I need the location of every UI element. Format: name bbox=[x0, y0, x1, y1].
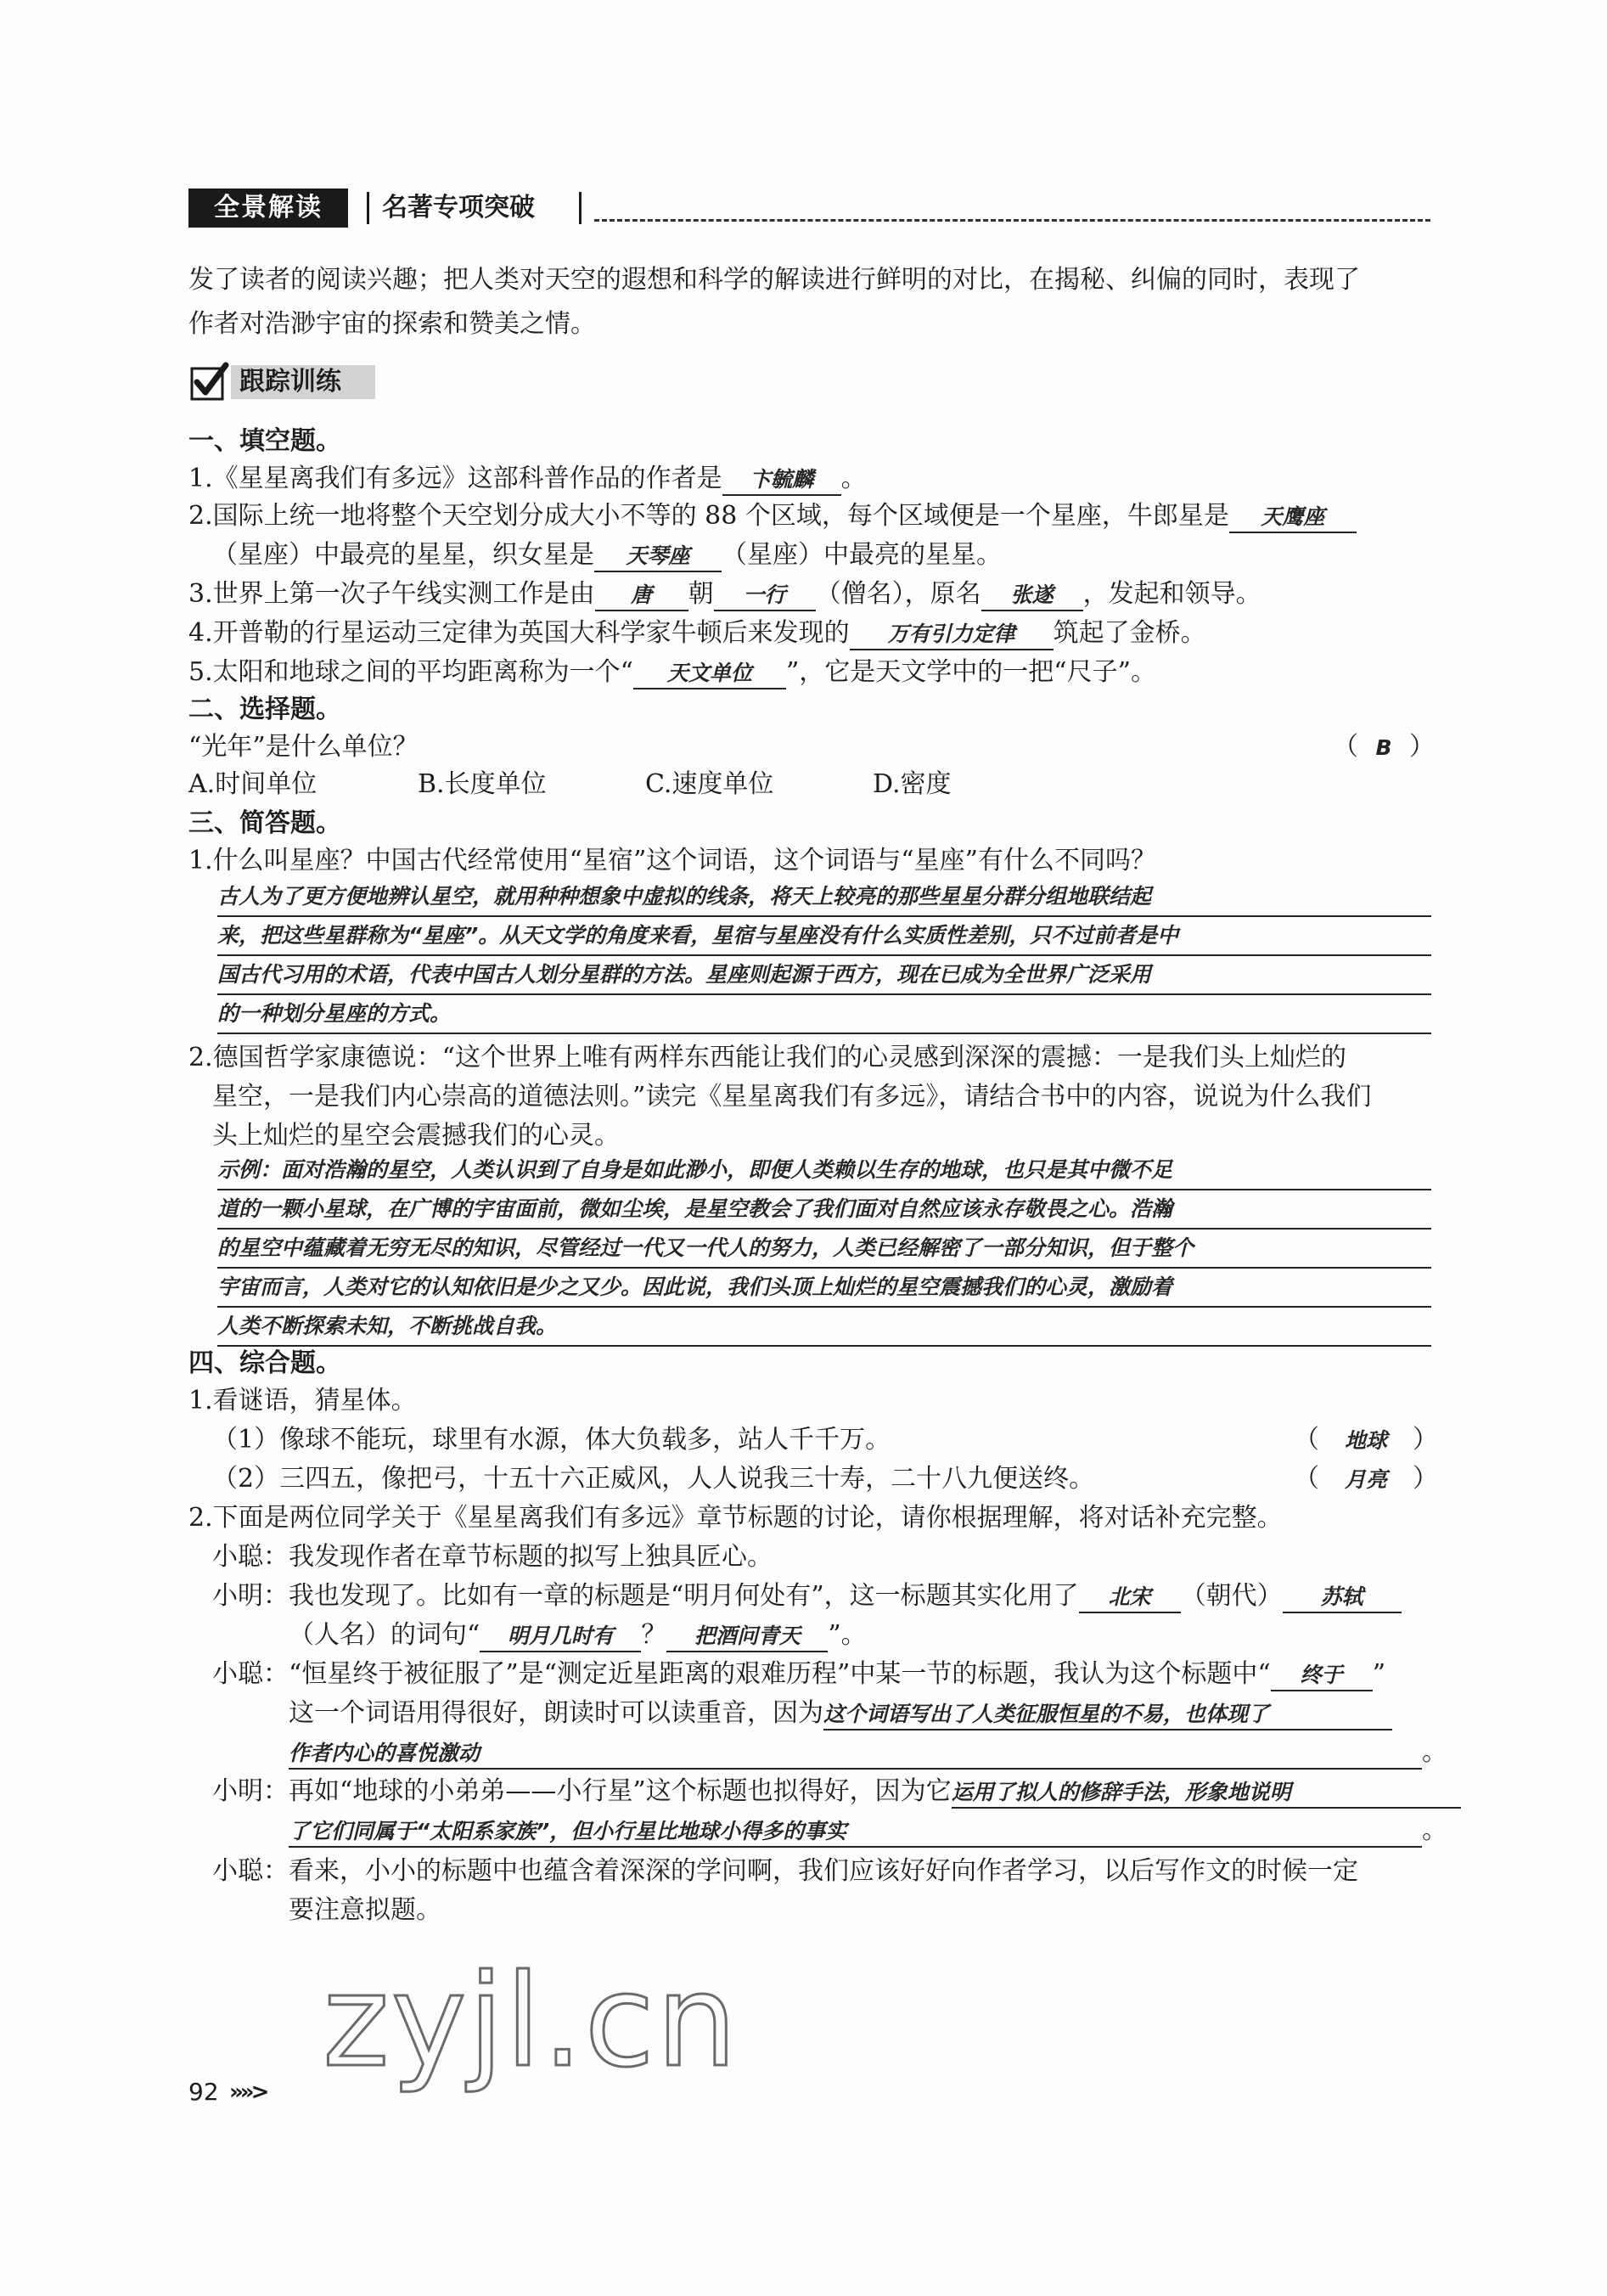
fill-q1 bbox=[188, 462, 867, 496]
short-section-title: 三、简答题。 bbox=[188, 808, 341, 838]
bracket-right: ） bbox=[1413, 1464, 1438, 1494]
watermark: zyjl.cn bbox=[323, 1948, 739, 2096]
choice-option: A.时间单位 bbox=[188, 769, 317, 799]
dialog-text: 小明：再如“地球的小弟弟——小行星”这个标题也拟得好，因为它 bbox=[212, 1776, 952, 1806]
bracket-right: ） bbox=[1413, 1425, 1438, 1455]
header-dashed-rule bbox=[594, 219, 1430, 222]
answer-line: 宇宙而言，人类对它的认知依旧是少之又少。因此说，我们头顶上灿烂的星空震撼我们的心灵，激励着 bbox=[217, 1269, 1431, 1308]
short-q1: 1.什么叫星座？中国古代经常使用“星宿”这个词语，这个词语与“星座”有什么不同吗？ bbox=[188, 846, 1156, 875]
short-q2-line: 2.德国哲学家康德说：“这个世界上唯有两样东西能让我们的心灵感到深深的震撼：一是我们头上灿烂的 bbox=[188, 1043, 1346, 1072]
dialog-text: ”。 bbox=[828, 1620, 867, 1650]
arrows-icon: »»> bbox=[229, 2079, 267, 2105]
dialog-answer: 苏轼 bbox=[1283, 1583, 1402, 1613]
dialog-answer: 运用了拟人的修辞手法，形象地说明 bbox=[952, 1778, 1461, 1809]
q2-text: 2.国际上统一地将整个天空划分成大小不等的 88 个区域，每个区域便是一个星座，牛郎星是 bbox=[188, 501, 1229, 531]
answer-line: 的一种划分星座的方式。 bbox=[217, 995, 1431, 1034]
dialog-line bbox=[212, 1657, 1385, 1691]
dialog-text: 小聪：“恒星终于被征服了”是“测定近星距离的艰难历程”中某一节的标题，我认为这个标题中“ bbox=[212, 1659, 1271, 1689]
comp-q2: 2.下面是两位同学关于《星星离我们有多远》章节标题的讨论，请你根据理解，将对话补充完整。 bbox=[188, 1503, 1283, 1533]
q2-text-end: （星座）中最亮的星星。 bbox=[722, 540, 1002, 570]
choice-option: C.速度单位 bbox=[645, 769, 774, 799]
choice-option: D.密度 bbox=[873, 769, 952, 799]
q3-text-mid2: （僧名），原名 bbox=[815, 579, 981, 609]
header-subtitle: 名著专项突破 bbox=[382, 193, 535, 222]
riddle-1: （1）像球不能玩，球里有水源，体大负载多，站人千千万。 bbox=[212, 1425, 891, 1455]
riddle-2-answer bbox=[1294, 1462, 1438, 1497]
q1-end: 。 bbox=[840, 464, 867, 493]
dialog-line bbox=[289, 1736, 1447, 1770]
q1-answer: 卞毓麟 bbox=[722, 465, 841, 496]
dialog-line bbox=[289, 1618, 867, 1652]
bracket-left: （ bbox=[1294, 1425, 1319, 1455]
page-number: 92 bbox=[188, 2078, 219, 2106]
header-badge-text: 全景解读 bbox=[214, 193, 323, 222]
dialog-text: 小明：我也发现了。比如有一章的标题是“明月何处有”，这一标题其实化用了 bbox=[212, 1581, 1079, 1611]
bracket-left: （ bbox=[1333, 732, 1358, 762]
q3-text-mid1: 朝 bbox=[688, 579, 714, 609]
riddle-answer: 地球 bbox=[1344, 1428, 1387, 1453]
q4-answer: 万有引力定律 bbox=[850, 620, 1054, 650]
dialog-line bbox=[212, 1579, 1402, 1613]
dialog-line: 小聪：我发现作者在章节标题的拟写上独具匠心。 bbox=[212, 1542, 773, 1572]
dialog-text: ” bbox=[1372, 1659, 1386, 1689]
dialog-answer: 北宋 bbox=[1079, 1583, 1181, 1613]
answer-line: 的星空中蕴藏着无穷无尽的知识，尽管经过一代又一代人的努力，人类已经解密了一部分知识，但于整个 bbox=[217, 1230, 1431, 1269]
riddle-2: （2）三四五，像把弓，十五十六正威风，人人说我三十寿，二十八九便送终。 bbox=[212, 1464, 1095, 1494]
dialog-text: 这一个词语用得很好，朗读时可以读重音，因为 bbox=[289, 1698, 823, 1728]
q5-text-end: ”，它是天文学中的一把“尺子”。 bbox=[785, 657, 1156, 687]
choice-section-title: 二、选择题。 bbox=[188, 695, 341, 724]
checkmark-icon bbox=[190, 362, 229, 401]
dialog-answer: 作者内心的喜悦激动 bbox=[289, 1739, 1422, 1770]
q5-text: 5.太阳和地球之间的平均距离称为一个“ bbox=[188, 657, 633, 687]
header-divider bbox=[367, 192, 369, 224]
short-q2-line: 星空，一是我们内心崇高的道德法则。”读完《星星离我们有多远》，请结合书中的内容，说说为什么我们 bbox=[212, 1082, 1372, 1111]
dialog-answer: 明月几时有 bbox=[480, 1622, 641, 1652]
answer-line: 道的一颗小星球，在广博的宇宙面前，微如尘埃，是星空教会了我们面对自然应该永存敬畏之心。浩瀚 bbox=[217, 1190, 1431, 1230]
dialog-answer: 把酒问青天 bbox=[666, 1622, 828, 1652]
q2-answer-2: 天琴座 bbox=[594, 542, 722, 572]
dialog-text: （朝代） bbox=[1180, 1581, 1283, 1611]
choice-answer: B bbox=[1375, 735, 1392, 760]
dialog-text: 。 bbox=[1422, 1737, 1447, 1767]
training-title-text: 跟踪训练 bbox=[239, 367, 341, 397]
dialog-text: 。 bbox=[1422, 1815, 1447, 1845]
dialog-line: 要注意拟题。 bbox=[289, 1895, 441, 1925]
dialog-answer: 了它们同属于“太阳系家族”，但小行星比地球小得多的事实 bbox=[289, 1817, 1422, 1848]
riddle-answer: 月亮 bbox=[1344, 1467, 1387, 1492]
q2-text-mid: （星座）中最亮的星星，织女星是 bbox=[212, 540, 594, 570]
dialog-text: （人名）的词句“ bbox=[289, 1620, 480, 1650]
choice-option: B.长度单位 bbox=[418, 769, 547, 799]
q3-text: 3.世界上第一次子午线实测工作是由 bbox=[188, 579, 595, 609]
q1-text: 1.《星星离我们有多远》这部科普作品的作者是 bbox=[188, 464, 722, 493]
riddle-1-answer bbox=[1294, 1423, 1438, 1458]
dialog-line bbox=[289, 1814, 1447, 1848]
choice-question: “光年”是什么单位？ bbox=[188, 732, 419, 762]
fill-q2-line2 bbox=[212, 538, 1002, 572]
answer-line: 来，把这些星群称为“星座”。从天文学的角度来看，星宿与星座没有什么实质性差别，只不过前者是中 bbox=[217, 917, 1431, 956]
dialog-line: 小聪：看来，小小的标题中也蕴含着深深的学问啊，我们应该好好向作者学习，以后写作文的时候一定 bbox=[212, 1856, 1358, 1886]
q3-answer-2: 一行 bbox=[714, 581, 816, 611]
bracket-right: ） bbox=[1409, 732, 1435, 762]
comp-q1: 1.看谜语，猜星体。 bbox=[188, 1386, 417, 1415]
dialog-text: ？ bbox=[641, 1620, 667, 1650]
short-q2-line: 头上灿烂的星空会震撼我们的心灵。 bbox=[212, 1121, 620, 1151]
fill-section-title: 一、填空题。 bbox=[188, 426, 341, 456]
q3-answer-1: 唐 bbox=[595, 581, 688, 611]
intro-line: 作者对浩渺宇宙的探索和赞美之情。 bbox=[188, 309, 596, 339]
dialog-answer: 终于 bbox=[1271, 1661, 1373, 1691]
dialog-line bbox=[289, 1697, 1392, 1730]
q2-answer-1: 天鹰座 bbox=[1229, 503, 1357, 533]
dialog-line bbox=[212, 1775, 1461, 1809]
bracket-left: （ bbox=[1294, 1464, 1319, 1494]
dialog-answer: 这个词语写出了人类征服恒星的不易，也体现了 bbox=[823, 1700, 1392, 1730]
fill-q2-line1 bbox=[188, 499, 1357, 533]
answer-line: 示例：面对浩瀚的星空，人类认识到了自身是如此渺小，即便人类赖以生存的地球，也只是其中微不足 bbox=[217, 1151, 1431, 1190]
answer-line: 人类不断探索未知，不断挑战自我。 bbox=[217, 1308, 1431, 1347]
q3-text-end: ，发起和领导。 bbox=[1082, 579, 1261, 609]
fill-q5 bbox=[188, 656, 1156, 689]
q4-text-end: 筑起了金桥。 bbox=[1053, 618, 1206, 648]
q5-answer: 天文单位 bbox=[633, 659, 786, 689]
answer-line: 国古代习用的术语，代表中国古人划分星群的方法。星座则起源于西方，现在已成为全世界广泛采用 bbox=[217, 956, 1431, 995]
q3-answer-3: 张遂 bbox=[981, 581, 1083, 611]
comp-section-title: 四、综合题。 bbox=[188, 1348, 341, 1378]
intro-line: 发了读者的阅读兴趣；把人类对天空的遐想和科学的解读进行鲜明的对比，在揭秘、纠偏的同时，表现了 bbox=[188, 265, 1360, 295]
q4-text: 4.开普勒的行星运动三定律为英国大科学家牛顿后来发现的 bbox=[188, 618, 850, 648]
choice-answer-bracket bbox=[1333, 730, 1435, 765]
fill-q4 bbox=[188, 616, 1206, 650]
header-divider bbox=[579, 192, 582, 224]
fill-q3 bbox=[188, 577, 1261, 611]
answer-line: 古人为了更方便地辨认星空，就用种种想象中虚拟的线条，将天上较亮的那些星星分群分组地联结起 bbox=[217, 878, 1431, 917]
